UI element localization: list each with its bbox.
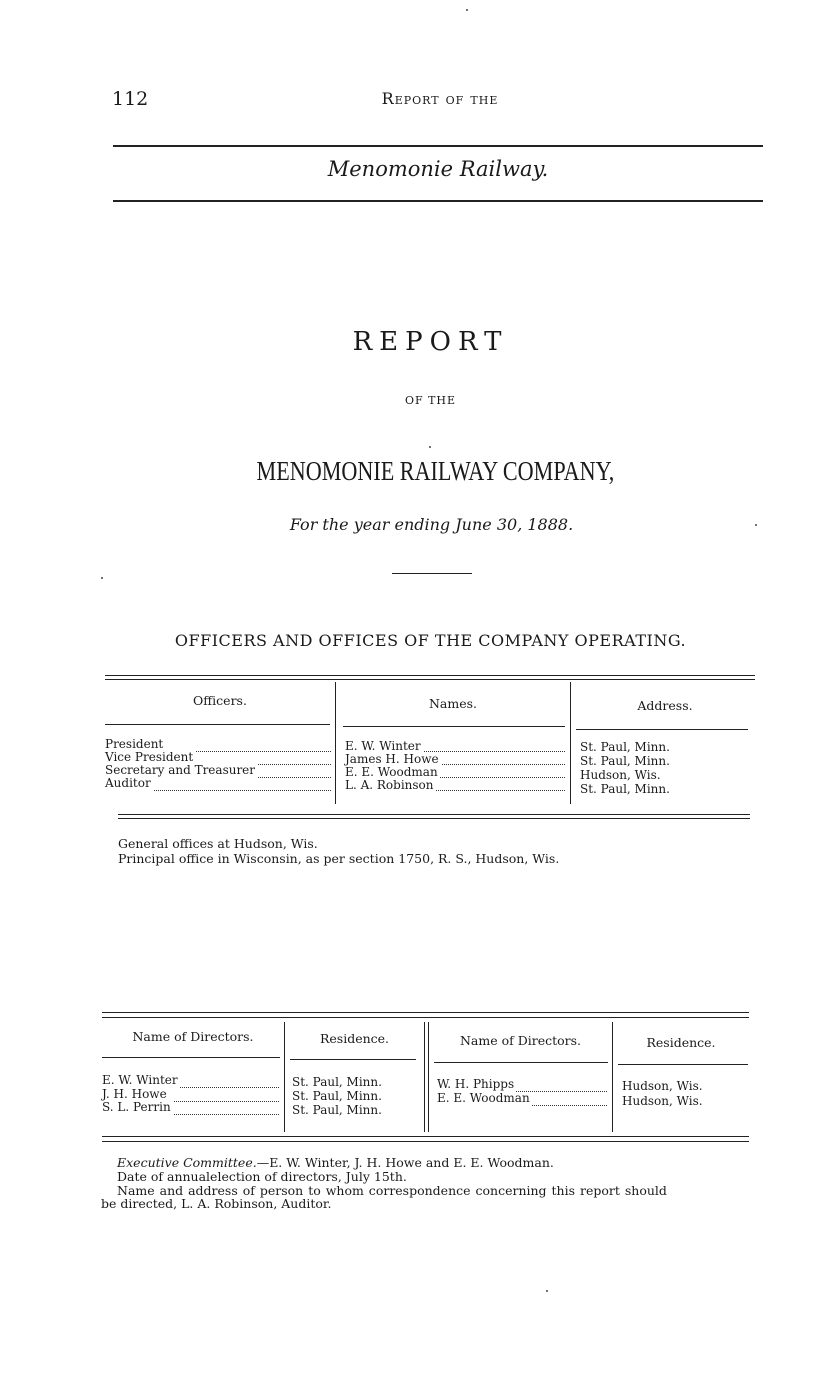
directors-header-residence-2: Residence.: [646, 1035, 716, 1050]
officer-address: St. Paul, Minn.: [580, 782, 670, 796]
officers-header-rule-1: [105, 724, 330, 725]
page-number: 112: [112, 88, 149, 110]
director-residence: St. Paul, Minn.: [292, 1075, 382, 1089]
executive-committee-label: Executive Committee.: [117, 1155, 257, 1170]
directors-table-rule-top: [102, 1012, 749, 1013]
director-name: J. H. Howe: [102, 1087, 167, 1101]
directors-header-rule-4: [618, 1064, 748, 1065]
officers-table-rule-bottom-2: [118, 818, 750, 819]
election-date-note: Date of annualelection of directors, July 15th.: [117, 1169, 407, 1184]
office-title: Secretary and Treasurer: [105, 763, 256, 777]
director-residence: St. Paul, Minn.: [292, 1103, 382, 1117]
officers-table-rule-top: [105, 675, 755, 676]
scan-speck: [466, 9, 468, 11]
directors-header-rule-3: [434, 1062, 608, 1063]
scan-speck: [429, 446, 431, 448]
officer-address: Hudson, Wis.: [580, 768, 661, 782]
scan-speck: [755, 524, 757, 526]
railway-name-heading: Menomonie Railway.: [327, 157, 549, 181]
correspondence-note-line-1: Name and address of person to whom correspondence concerning this report should: [117, 1183, 667, 1198]
officer-address: St. Paul, Minn.: [580, 754, 670, 768]
director-residence: St. Paul, Minn.: [292, 1089, 382, 1103]
principal-office-note: Principal office in Wisconsin, as per section 1750, R. S., Hudson, Wis.: [118, 851, 560, 866]
executive-committee-members: —E. W. Winter, J. H. Howe and E. E. Woodman.: [256, 1155, 554, 1170]
director-name: W. H. Phipps: [437, 1077, 515, 1091]
director-name: E. W. Winter: [102, 1073, 178, 1087]
general-offices-note: General offices at Hudson, Wis.: [118, 836, 318, 851]
title-divider: [392, 573, 472, 574]
director-residence: Hudson, Wis.: [622, 1079, 703, 1093]
directors-col-divider-2: [424, 1022, 425, 1132]
directors-header-residence-1: Residence.: [319, 1031, 390, 1046]
officers-header-names: Names.: [428, 696, 478, 711]
directors-header-name-1: Name of Directors.: [132, 1029, 254, 1044]
directors-header-name-2: Name of Directors.: [459, 1033, 582, 1048]
officer-name: E. W. Winter: [345, 739, 421, 753]
year-ending: For the year ending June 30, 1888.: [289, 515, 574, 534]
director-name: S. L. Perrin: [102, 1100, 171, 1114]
officers-table-rule-top-2: [105, 679, 755, 680]
officers-header-rule-2: [343, 726, 565, 727]
officers-section-title: OFFICERS AND OFFICES OF THE COMPANY OPERATING.: [174, 631, 687, 650]
officer-name: L. A. Robinson: [345, 778, 434, 792]
office-title: Vice President: [105, 750, 194, 764]
officers-col-divider-2: [570, 682, 571, 804]
officers-table-rule-bottom: [118, 814, 750, 815]
directors-header-rule-2: [290, 1059, 416, 1060]
header-rule-bottom: [113, 200, 763, 202]
scan-speck: [546, 1290, 548, 1292]
report-title: REPORT: [352, 327, 509, 357]
directors-header-rule-1: [102, 1057, 280, 1058]
scan-speck: [101, 577, 103, 579]
officer-name: E. E. Woodman: [345, 765, 438, 779]
office-title: President: [105, 737, 164, 751]
office-title: Auditor: [105, 776, 151, 790]
report-subtitle: OF THE: [404, 394, 457, 407]
executive-committee-note: [117, 1156, 554, 1170]
running-title: Report of the: [381, 89, 499, 108]
directors-table-rule-top-2: [102, 1017, 749, 1018]
directors-table-rule-bottom-2: [102, 1141, 749, 1142]
officers-header-address: Address.: [637, 698, 693, 713]
director-name: E. E. Woodman: [437, 1091, 530, 1105]
company-name: MENOMONIE RAILWAY COMPANY,: [256, 456, 615, 486]
header-rule-top: [113, 145, 763, 147]
officer-name: James H. Howe: [345, 752, 439, 766]
officers-header-rule-3: [576, 729, 748, 730]
officer-address: St. Paul, Minn.: [580, 740, 670, 754]
correspondence-note-line-2: be directed, L. A. Robinson, Auditor.: [101, 1196, 332, 1211]
director-residence: Hudson, Wis.: [622, 1094, 703, 1108]
officers-header-officers: Officers.: [193, 693, 247, 708]
directors-table-rule-bottom: [102, 1136, 749, 1137]
